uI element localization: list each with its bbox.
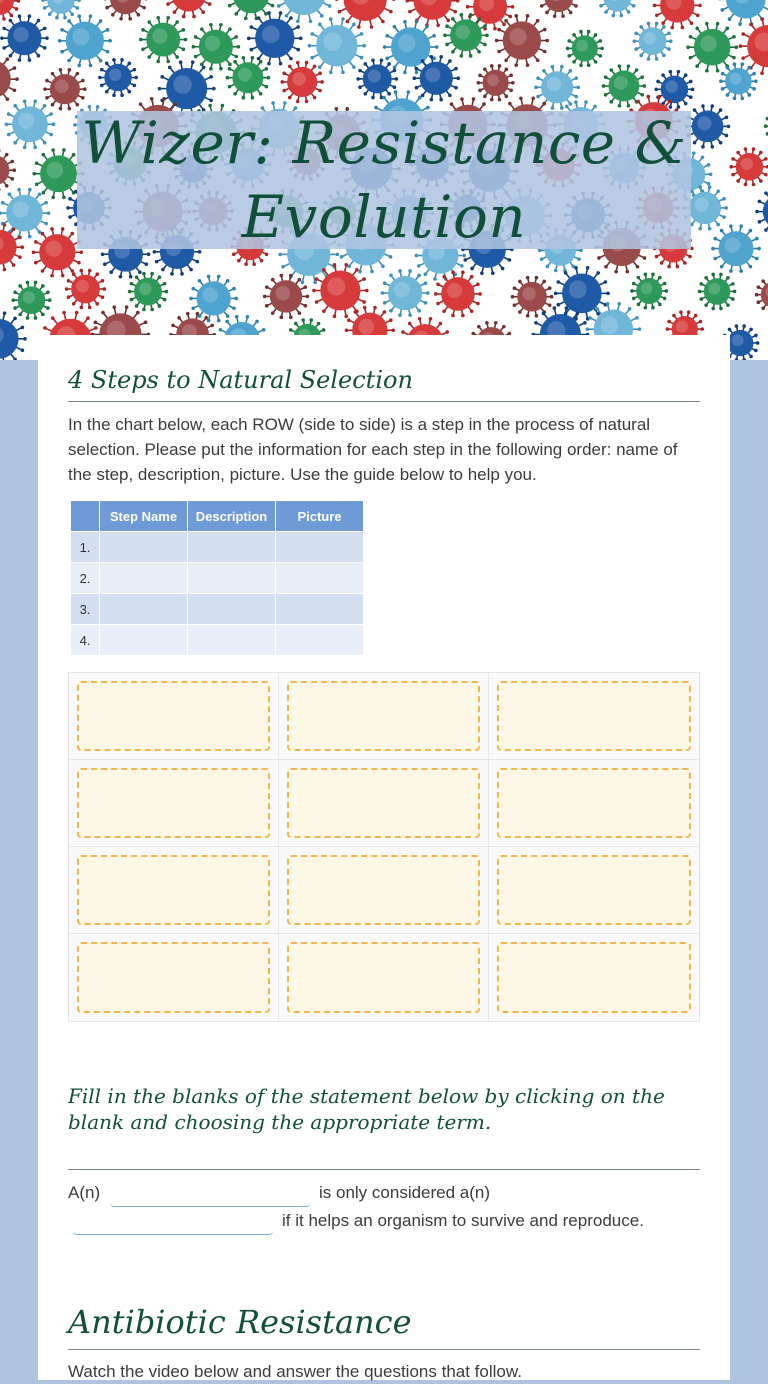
guide-table-header-row — [71, 501, 363, 531]
drop-cell — [489, 847, 699, 934]
guide-table-row — [71, 563, 363, 593]
virus-particle — [308, 17, 366, 74]
virus-particle — [0, 188, 50, 239]
drop-zone[interactable] — [497, 942, 691, 1013]
virus-particle — [0, 14, 49, 61]
drop-zone[interactable] — [497, 855, 691, 925]
virus-particle — [653, 0, 702, 29]
guide-table-row — [71, 625, 363, 655]
virus-particle — [5, 99, 56, 149]
virus-particle — [711, 224, 761, 273]
drag-drop-grid — [68, 672, 700, 1022]
guide-cell — [188, 532, 275, 562]
guide-cell — [276, 563, 363, 593]
virus-particle — [566, 30, 604, 67]
drop-zone[interactable] — [77, 942, 270, 1013]
virus-particle — [755, 276, 768, 313]
virus-particle — [43, 68, 86, 110]
virus-particle — [718, 0, 768, 26]
guide-cell — [188, 625, 275, 655]
statement-suffix: if it helps an organism to survive and reproduce. — [282, 1210, 644, 1232]
virus-particle — [686, 22, 738, 73]
statement-middle: is only considered a(n) — [319, 1182, 490, 1204]
drop-zone[interactable] — [77, 855, 270, 925]
virus-particle — [164, 0, 214, 18]
drop-cell — [489, 673, 699, 760]
guide-header-picture: Picture — [276, 501, 363, 531]
virus-particle — [335, 0, 396, 29]
section-divider — [68, 401, 700, 402]
virus-particle — [511, 276, 554, 318]
guide-cell — [276, 594, 363, 624]
guide-cell — [100, 594, 187, 624]
drop-zone[interactable] — [497, 681, 691, 751]
virus-particle — [434, 271, 482, 318]
virus-particle — [11, 281, 51, 320]
virus-particle — [65, 269, 106, 309]
virus-particle — [280, 61, 323, 103]
worksheet-card — [38, 335, 730, 1380]
drop-zone[interactable] — [287, 855, 480, 925]
guide-table-row — [71, 532, 363, 562]
virus-particle — [0, 0, 20, 21]
virus-particle — [0, 311, 27, 360]
virus-particle — [381, 269, 430, 317]
virus-particle — [98, 58, 138, 97]
guide-cell — [100, 563, 187, 593]
guide-cell — [188, 563, 275, 593]
antibiotic-intro: Watch the video below and answer the questions that follow. — [68, 1359, 700, 1384]
guide-cell — [188, 594, 275, 624]
drop-zone[interactable] — [287, 681, 480, 751]
guide-cell — [100, 532, 187, 562]
section-title-antibiotic-resistance: Antibiotic Resistance — [68, 1301, 412, 1343]
title-box — [77, 111, 691, 249]
drop-cell — [279, 760, 489, 847]
guide-row-number: 3. — [71, 594, 99, 624]
virus-particle — [698, 273, 737, 311]
blank-1-dropdown[interactable] — [110, 1184, 310, 1207]
virus-particle — [406, 0, 460, 27]
virus-particle — [554, 266, 610, 321]
virus-particle — [630, 272, 668, 309]
drop-zone[interactable] — [77, 681, 270, 751]
virus-particle — [0, 149, 16, 191]
drop-cell — [279, 673, 489, 760]
virus-particle — [729, 147, 768, 186]
guide-table — [70, 500, 364, 656]
drop-cell — [489, 934, 699, 1021]
virus-particle — [356, 58, 398, 99]
page-title: Wizer: Resistance & Evolution — [77, 106, 691, 254]
virus-particle — [538, 0, 580, 18]
drop-zone[interactable] — [77, 768, 270, 838]
section-title-fill-blanks: Fill in the blanks of the statement below by clicking on the blank and choosing the appropriate term. — [68, 1083, 700, 1135]
section-title-natural-selection: 4 Steps to Natural Selection — [68, 363, 413, 397]
blank-2-dropdown[interactable] — [73, 1212, 273, 1235]
virus-particle — [764, 107, 768, 145]
virus-particle — [58, 14, 112, 67]
guide-table-row — [71, 594, 363, 624]
virus-particle — [534, 65, 580, 110]
drop-cell — [279, 847, 489, 934]
guide-row-number: 4. — [71, 625, 99, 655]
natural-selection-instructions: In the chart below, each ROW (side to side) is a step in the process of natural selection. Please put the information for each step in the following order: name of the step, description, picture. Use the guide below to help you. — [68, 412, 700, 487]
guide-row-number: 1. — [71, 532, 99, 562]
virus-particle — [0, 52, 19, 105]
drop-cell — [279, 934, 489, 1021]
statement-prefix: A(n) — [68, 1182, 100, 1204]
drop-cell — [69, 673, 279, 760]
virus-particle — [225, 0, 276, 20]
drop-zone[interactable] — [287, 768, 480, 838]
virus-particle — [139, 16, 187, 63]
drop-cell — [69, 847, 279, 934]
guide-cell — [100, 625, 187, 655]
virus-particle — [32, 227, 83, 277]
guide-row-number: 2. — [71, 563, 99, 593]
virus-particle — [103, 0, 148, 21]
drop-cell — [69, 934, 279, 1021]
section-divider — [68, 1349, 700, 1350]
virus-particle — [597, 0, 637, 17]
virus-particle — [226, 56, 271, 100]
virus-particle — [685, 104, 730, 148]
virus-particle — [128, 272, 168, 311]
virus-particle — [633, 22, 673, 61]
guide-cell — [276, 625, 363, 655]
guide-header-step-name: Step Name — [100, 501, 187, 531]
guide-cell — [276, 532, 363, 562]
virus-particle — [274, 0, 334, 23]
virus-particle — [654, 70, 694, 109]
virus-particle — [739, 17, 768, 75]
drop-cell — [69, 760, 279, 847]
virus-particle — [41, 0, 81, 20]
virus-particle — [477, 64, 515, 101]
virus-pattern-banner — [0, 0, 768, 360]
virus-particle — [755, 187, 768, 237]
guide-header-description: Description — [188, 501, 275, 531]
section-divider — [68, 1169, 700, 1170]
drop-zone[interactable] — [287, 942, 480, 1013]
drop-cell — [489, 760, 699, 847]
guide-table-corner — [71, 501, 99, 531]
virus-particle — [192, 23, 241, 71]
drop-zone[interactable] — [497, 768, 691, 838]
